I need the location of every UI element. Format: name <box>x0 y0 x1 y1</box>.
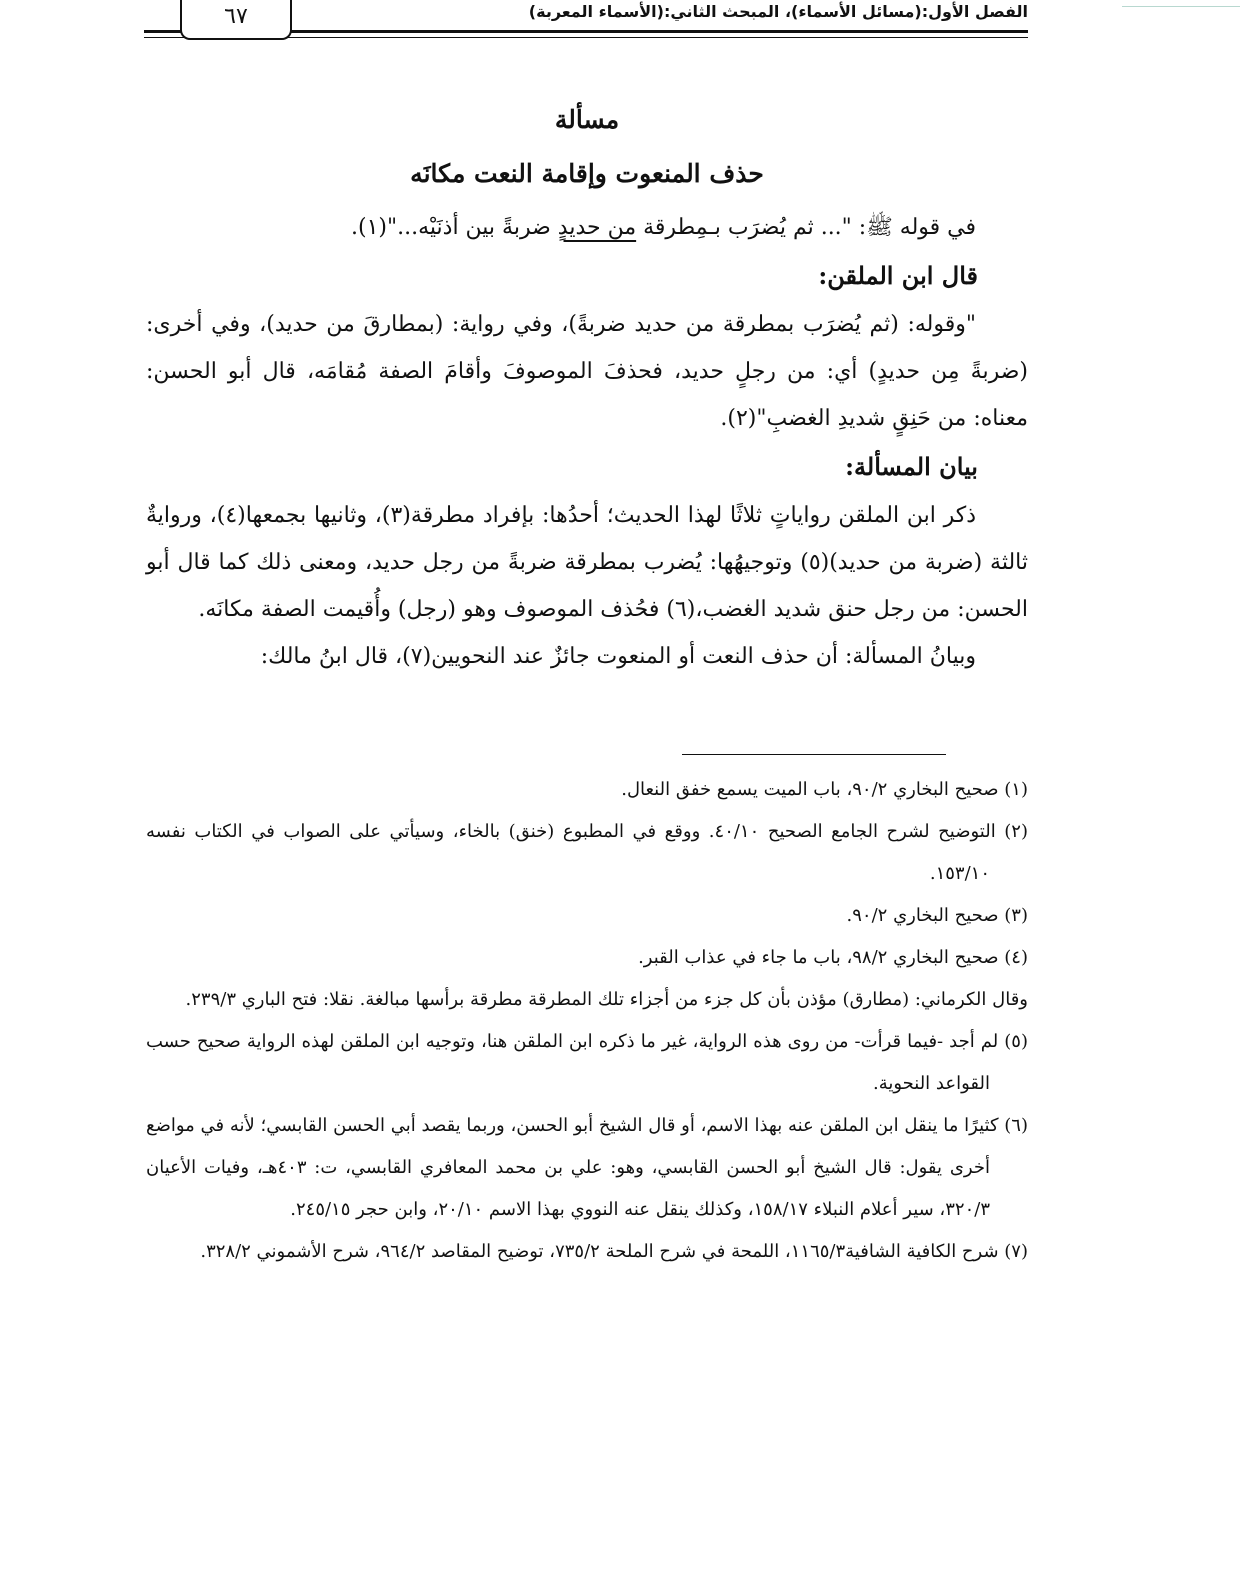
footnote-continuation: وقال الكرماني: (مطارق) مؤذن بأن كل جزء من أجزاء تلك المطرقة مطرقة برأسها مبالغة. نقلا: فتح الباري ٢٣٩/٣. <box>185 989 1028 1010</box>
hadith-text <box>146 204 1028 251</box>
section-subtitle: حذف المنعوت وإقامة النعت مكانَه <box>410 159 764 188</box>
subheading-explanation: بيان المسألة: <box>845 452 978 481</box>
hadith-part: في قوله ﷺ: "... ثم يُضرَب بـمِطرقة <box>636 215 976 240</box>
footnote-separator <box>682 754 946 755</box>
subheading-ibn-almulaqqin: قال ابن الملقن: <box>818 261 978 290</box>
footnote: (٣) صحيح البخاري ٩٠/٢. <box>846 905 1028 926</box>
spacer <box>146 680 1028 754</box>
quote-paragraph: "وقوله: (ثم يُضرَب بمطرقة من حديد ضربةً)، وفي رواية: (بمطارقَ من حديد)، وفي أخرى: (ضربةً مِن حديدٍ) أي: من رجلٍ حديد، فحذفَ الموصوفَ وأقامَ الصفة مُقامَه، قال أبو الحسن: معناه: من حَنِقٍ شديدِ الغضبِ"(٢). <box>146 312 1028 431</box>
hadith-underlined: من حديدٍ <box>557 215 637 240</box>
footnote: (٢) التوضيح لشرح الجامع الصحيح ٤٠/١٠. ووقع في المطبوع (خنق) بالخاء، وسيأتي على الصواب في الكتاب نفسه ١٥٣/١٠. <box>146 821 1028 884</box>
running-header <box>144 0 1028 44</box>
footnote: (٤) صحيح البخاري ٩٨/٢، باب ما جاء في عذاب القبر. <box>638 947 1028 968</box>
footnote: (٥) لم أجد -فيما قرأت- من روى هذه الرواية، غير ما ذكره ابن الملقن هنا، وتوجيه ابن الملقن لهذه الرواية صحيح حسب القواعد النحوية. <box>146 1031 1028 1094</box>
corner-decoration <box>1122 0 1240 7</box>
footnote: (١) صحيح البخاري ٩٠/٢، باب الميت يسمع خفق النعال. <box>621 779 1028 800</box>
section-title: مسألة <box>554 105 620 134</box>
explanation-paragraph: ذكر ابن الملقن رواياتٍ ثلاثًا لهذا الحديث؛ أحدُها: بإفراد مطرقة(٣)، وثانيها بجمعها(٤)، وروايةٌ ثالثة (ضربة من حديد)(٥) وتوجيهُها: يُضرب بمطرقة ضربةً من رجل حديد، ومعنى ذلك كما قال أبو الحسن: من رجل حنق شديد الغضب،(٦) فحُذف الموصوف وهو (رجل) وأُقيمت الصفة مكانَه. <box>146 503 1029 622</box>
page-content <box>146 96 1028 1273</box>
page-number: ٦٧ <box>180 0 292 40</box>
conclusion-paragraph: وبيانُ المسألة: أن حذف النعت أو المنعوت جائزٌ عند النحويين(٧)، قال ابنُ مالك: <box>260 644 976 669</box>
footnote: (٧) شرح الكافية الشافية١١٦٥/٣، اللمحة في شرح الملحة ٧٣٥/٢، توضيح المقاصد ٩٦٤/٢، شرح الأشموني ٣٢٨/٢. <box>200 1241 1028 1262</box>
footnote: (٦) كثيرًا ما ينقل ابن الملقن عنه بهذا الاسم، أو قال الشيخ أبو الحسن، وربما يقصد أبي الحسن القابسي؛ لأنه في مواضع أخرى يقول: قال الشيخ أبو الحسن القابسي، وهو: علي بن محمد المعافري القابسي، ت: ٤٠٣هـ، وفيات الأعيان ٣٢٠/٣، سير أعلام النبلاء ١٥٨/١٧، وكذلك ينقل عنه النووي بهذا الاسم ٢٠/١٠، وابن حجر ٢٤٥/١٥. <box>146 1115 1028 1220</box>
chapter-title: الفصل الأول:(مسائل الأسماء)، المبحث الثاني:(الأسماء المعربة) <box>528 2 1028 21</box>
hadith-part: ضربةً بين أذنَيْه..."(١). <box>351 215 558 240</box>
